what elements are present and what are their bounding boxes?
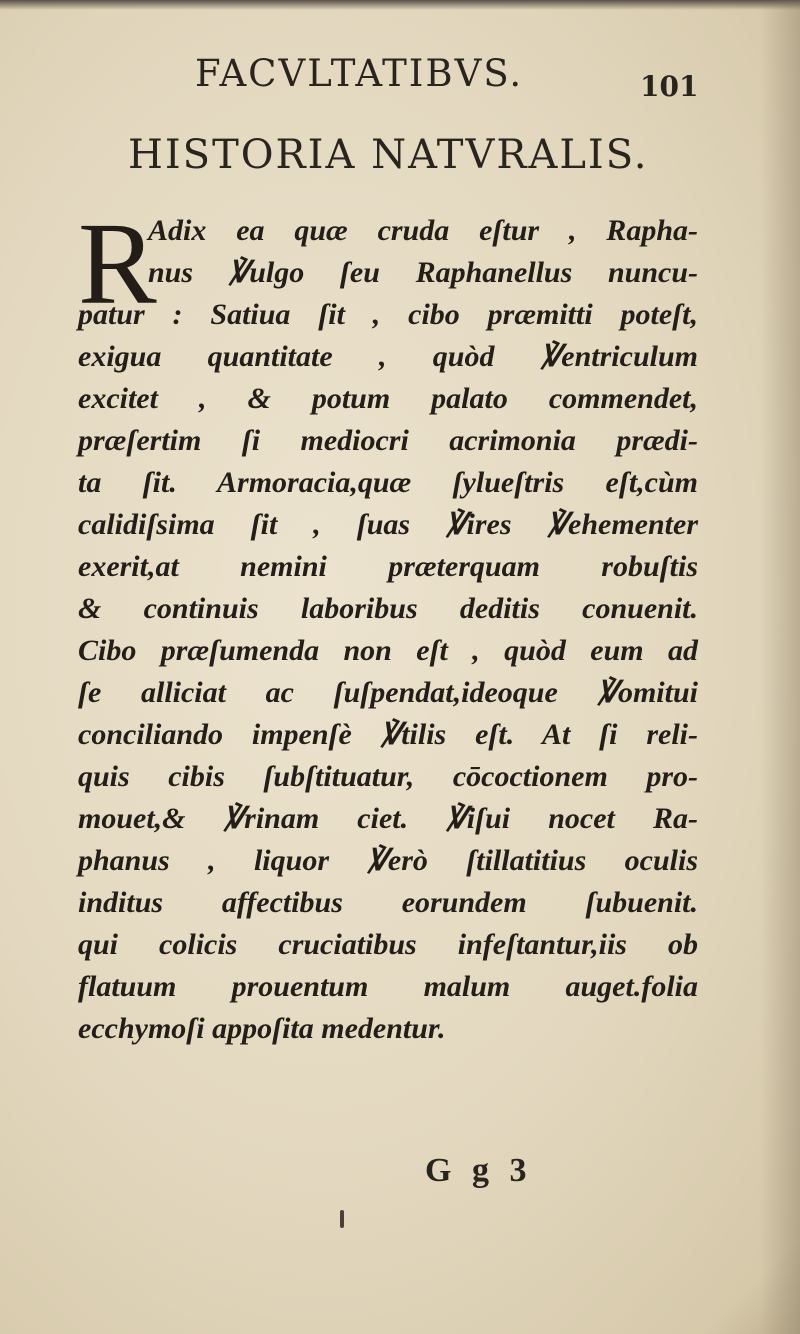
text-line: patur : Satiua ſit , cibo præmitti poteſt, (78, 298, 698, 331)
text-line: exerit,at nemini præterquam robuſtis (78, 550, 698, 583)
text-line: & continuis laboribus deditis conuenit. (78, 592, 698, 625)
gutter-shadow (760, 0, 800, 1334)
text-line: quis cibis ſubſtituatur, cōcoctionem pro- (78, 760, 698, 793)
text-line: excitet , & potum palato commendet, (78, 382, 698, 415)
text-line: conciliando impenſè ℣tilis eſt. At ſi reli- (78, 718, 698, 751)
text-line: ta ſit. Armoracia,quæ ſylueſtris eſt,cùm (78, 466, 698, 499)
page-top-edge (0, 0, 800, 10)
signature-mark: G g 3 (425, 1152, 533, 1189)
text-line: nus ℣ulgo ſeu Raphanellus nuncu- (148, 256, 698, 289)
text-line: exigua quantitate , quòd ℣entriculum (78, 340, 698, 373)
text-line: præſertim ſi mediocri acrimonia prædi- (78, 424, 698, 457)
text-line: qui colicis cruciatibus infeſtantur,iis ob (78, 928, 698, 961)
drop-cap: R (78, 198, 157, 329)
page-number: 101 (640, 70, 699, 103)
text-line: inditus affectibus eorundem ſubuenit. (78, 886, 698, 919)
ink-speck (340, 1210, 344, 1228)
text-line: phanus , liquor ℣erò ſtillatitius oculis (78, 844, 698, 877)
text-line: calidiſsima ſit , ſuas ℣ires ℣ehementer (78, 508, 698, 541)
text-line: Cibo præſumenda non eſt , quòd eum ad (78, 634, 698, 667)
text-line: ecchymoſi appoſita medentur. (78, 1012, 446, 1045)
text-line: Adix ea quæ cruda eſtur , Rapha- (148, 214, 698, 247)
page-corner (690, 1244, 800, 1334)
text-line: mouet,& ℣rinam ciet. ℣iſui nocet Ra- (78, 802, 698, 835)
section-title: HISTORIA NATVRALIS. (128, 132, 649, 178)
text-line: ſe alliciat ac ſuſpendat,ideoque ℣omitui (78, 676, 698, 709)
running-title: FACVLTATIBVS. (195, 52, 524, 95)
text-line: flatuum prouentum malum auget.folia (78, 970, 698, 1003)
